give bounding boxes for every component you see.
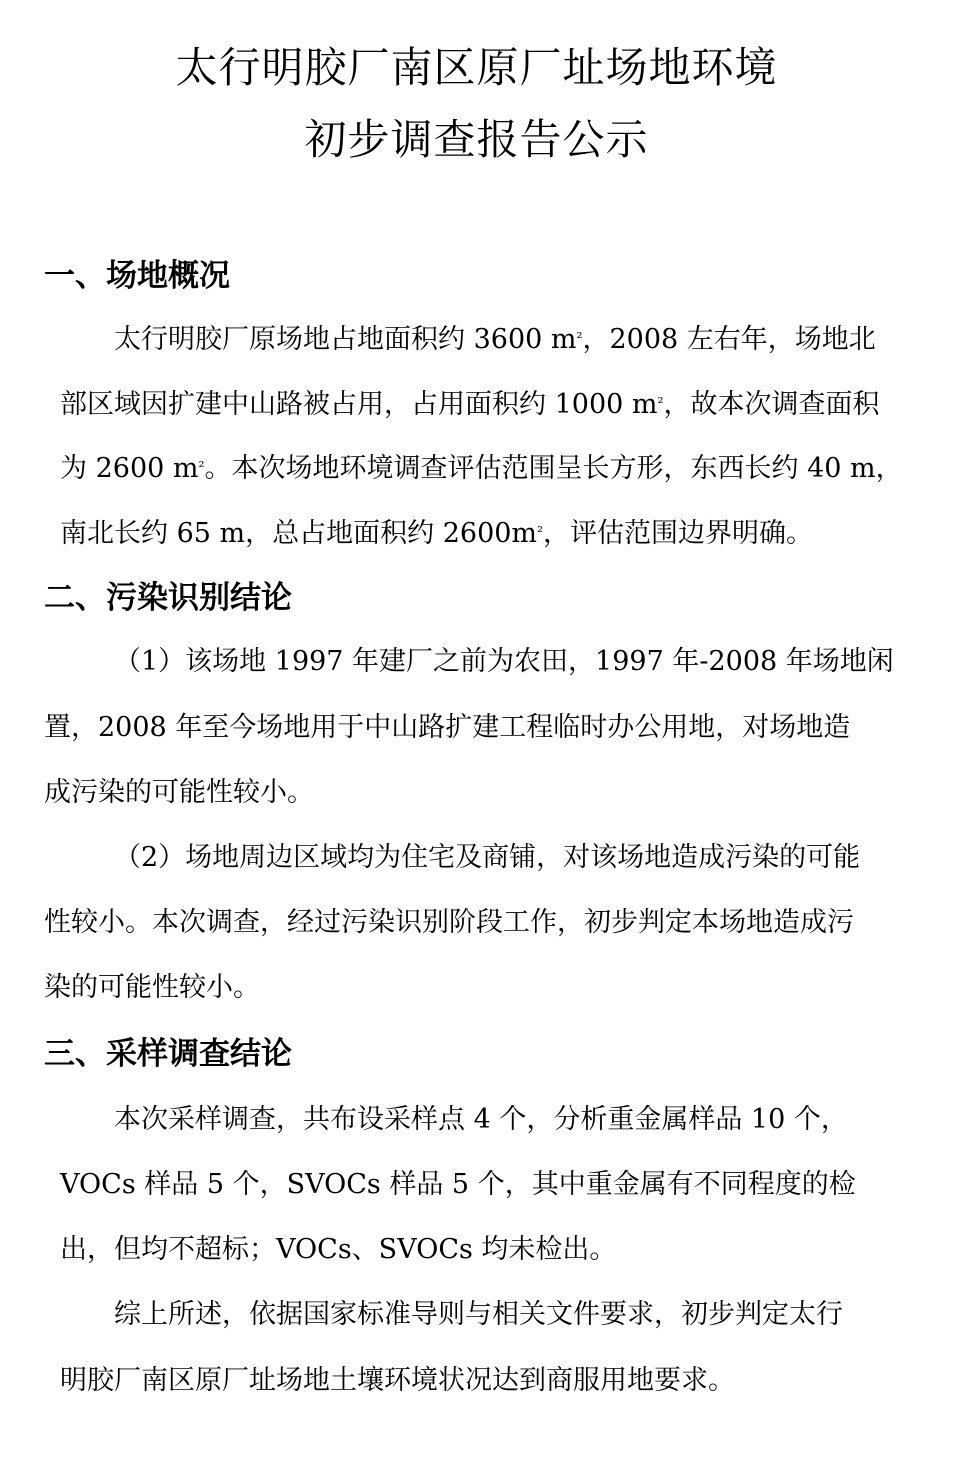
section-heading-sampling-conclusion: 三、采样调查结论 bbox=[44, 1036, 292, 1072]
section-heading-site-overview: 一、场地概况 bbox=[44, 258, 230, 294]
paragraph-line: 太行明胶厂原场地占地面积约 3600 $m^{^2}$，2008 左右年，场地北 bbox=[114, 324, 876, 355]
paragraph-line: 成污染的可能性较小。 bbox=[44, 777, 314, 808]
paragraph-line: 本次采样调查，共布设采样点 4 个，分析重金属样品 10 个， bbox=[114, 1104, 848, 1135]
document-title-line-2: 初步调查报告公示 bbox=[304, 115, 649, 164]
paragraph-line: 部区域因扩建中山路被占用，占用面积约 1000 $m^{^2}$，故本次调查面积 bbox=[60, 389, 880, 420]
paragraph-line: （2）场地周边区域均为住宅及商铺，对该场地造成污染的可能 bbox=[114, 842, 861, 873]
paragraph-line: 南北长约 65 m，总占地面积约 $2600m^{^2}$，评估范围边界明确。 bbox=[60, 518, 814, 549]
paragraph-line: 出，但均不超标；VOCs、SVOCs 均未检出。 bbox=[60, 1234, 617, 1265]
section-heading-pollution-identification: 二、污染识别结论 bbox=[44, 580, 292, 616]
paragraph-line: 置，2008 年至今场地用于中山路扩建工程临时办公用地，对场地造 bbox=[44, 712, 851, 743]
paragraph-line: 性较小。本次调查，经过污染识别阶段工作，初步判定本场地造成污 bbox=[44, 907, 854, 938]
paragraph-line: 染的可能性较小。 bbox=[44, 972, 260, 1003]
paragraph-line: 为 2600 $m^{^2}$。本次场地环境调查评估范围呈长方形，东西长约 40 m， bbox=[60, 453, 903, 484]
paragraph-line: 明胶厂南区原厂址场地土壤环境状况达到商服用地要求。 bbox=[60, 1365, 735, 1396]
document-title-line-1: 太行明胶厂南区原厂址场地环境 bbox=[175, 43, 778, 92]
paragraph-line: （1）该场地 1997 年建厂之前为农田，1997 年-2008 年场地闲 bbox=[114, 646, 894, 677]
paragraph-line: 综上所述，依据国家标准导则与相关文件要求，初步判定太行 bbox=[114, 1299, 843, 1330]
paragraph-line: VOCs 样品 5 个，SVOCs 样品 5 个，其中重金属有不同程度的检 bbox=[60, 1169, 856, 1200]
